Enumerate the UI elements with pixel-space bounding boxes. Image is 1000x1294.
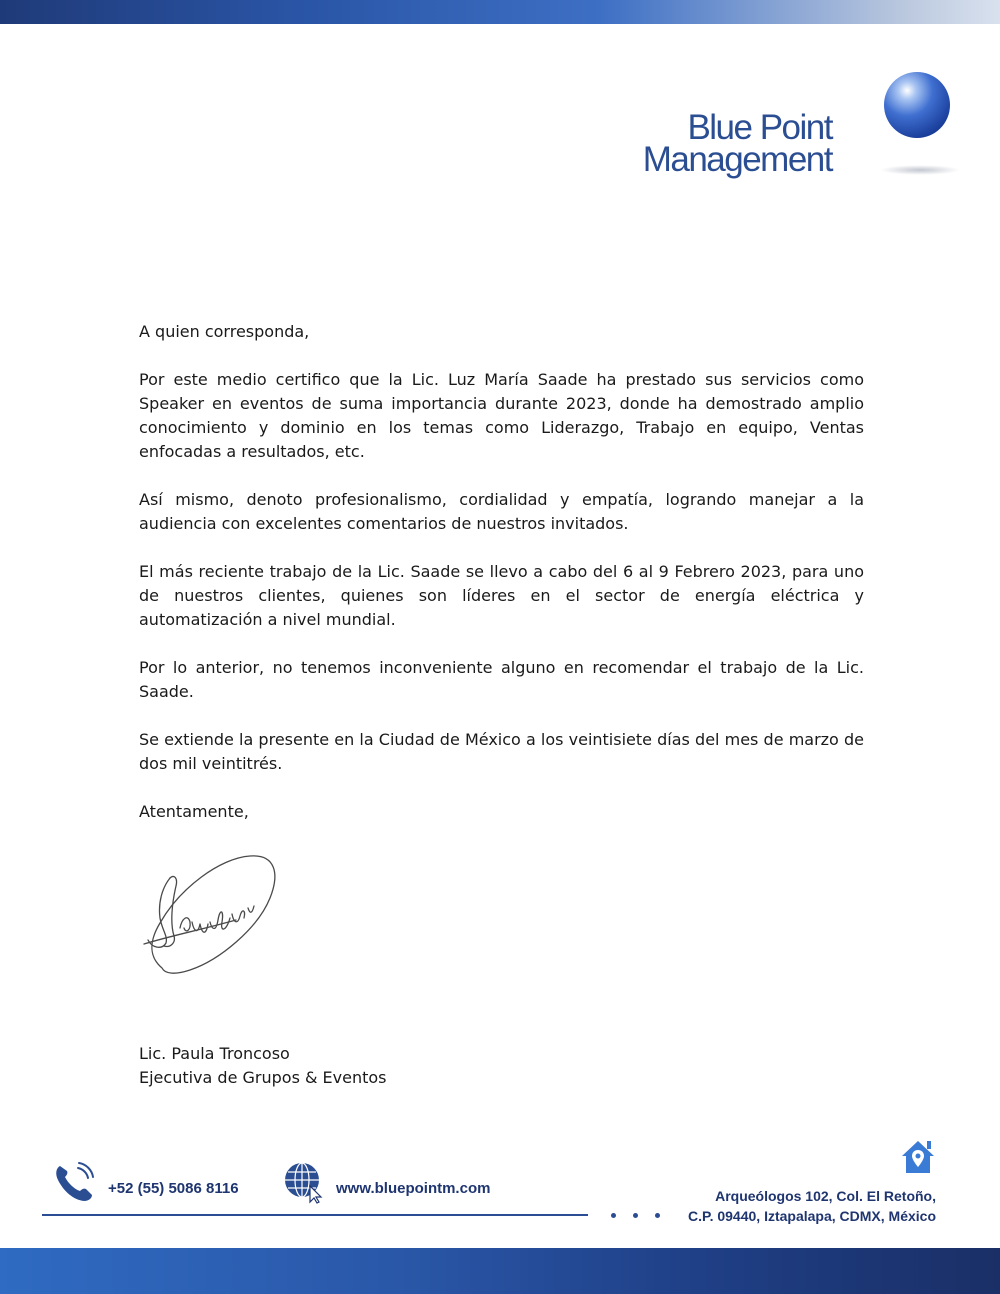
signer-title: Ejecutiva de Grupos & Eventos	[139, 1068, 387, 1087]
house-location-icon	[898, 1136, 938, 1176]
salutation: A quien corresponda,	[139, 322, 310, 341]
top-gradient-bar	[0, 0, 1000, 24]
address-block	[688, 1186, 936, 1226]
paragraph-3: El más reciente trabajo de la Lic. Saade se llevo a cabo del 6 al 9 Febrero 2023, para uno de nuestros clientes, quienes son líderes en el sector de energía eléctrica y automatización a nivel mundial.	[139, 562, 864, 629]
handwritten-signature	[140, 848, 290, 983]
paragraph-2: Así mismo, denoto profesionalismo, cordialidad y empatía, logrando manejar a la audiencia con excelentes comentarios de nuestros invitados.	[139, 490, 864, 533]
phone-number[interactable]: +52 (55) 5086 8116	[108, 1180, 239, 1197]
logo-text-line2: Management	[642, 140, 832, 179]
paragraph-4: Por lo anterior, no tenemos inconveniente alguno en recomendar el trabajo de la Lic. Saade.	[139, 658, 864, 701]
logo-sphere-shadow	[880, 165, 960, 175]
company-logo	[642, 70, 960, 190]
logo-sphere-icon	[884, 72, 950, 138]
globe-icon	[282, 1160, 326, 1204]
decorative-dots	[605, 1213, 665, 1221]
footer-divider	[42, 1214, 588, 1216]
logo-text-line1: Blue Point	[687, 108, 832, 147]
closing: Atentamente,	[139, 802, 249, 821]
phone-icon	[52, 1160, 96, 1204]
bottom-gradient-bar	[0, 1248, 1000, 1294]
paragraph-1: Por este medio certifico que la Lic. Luz María Saade ha prestado sus servicios como Speaker en eventos de suma importancia durante 2023, donde ha demostrado amplio conocimiento y dominio en los temas como Liderazgo, Trabajo en equipo, Ventas enfocadas a resultados, etc.	[139, 370, 864, 461]
signer-name: Lic. Paula Troncoso	[139, 1044, 290, 1063]
address-line-2: C.P. 09440, Iztapalapa, CDMX, México	[688, 1208, 936, 1224]
website-link[interactable]: www.bluepointm.com	[336, 1180, 491, 1197]
paragraph-5: Se extiende la presente en la Ciudad de México a los veintisiete días del mes de marzo de dos mil veintitrés.	[139, 730, 864, 773]
letter-body	[139, 320, 864, 824]
signer-block	[139, 1042, 387, 1090]
address-line-1: Arqueólogos 102, Col. El Retoño,	[715, 1188, 936, 1204]
